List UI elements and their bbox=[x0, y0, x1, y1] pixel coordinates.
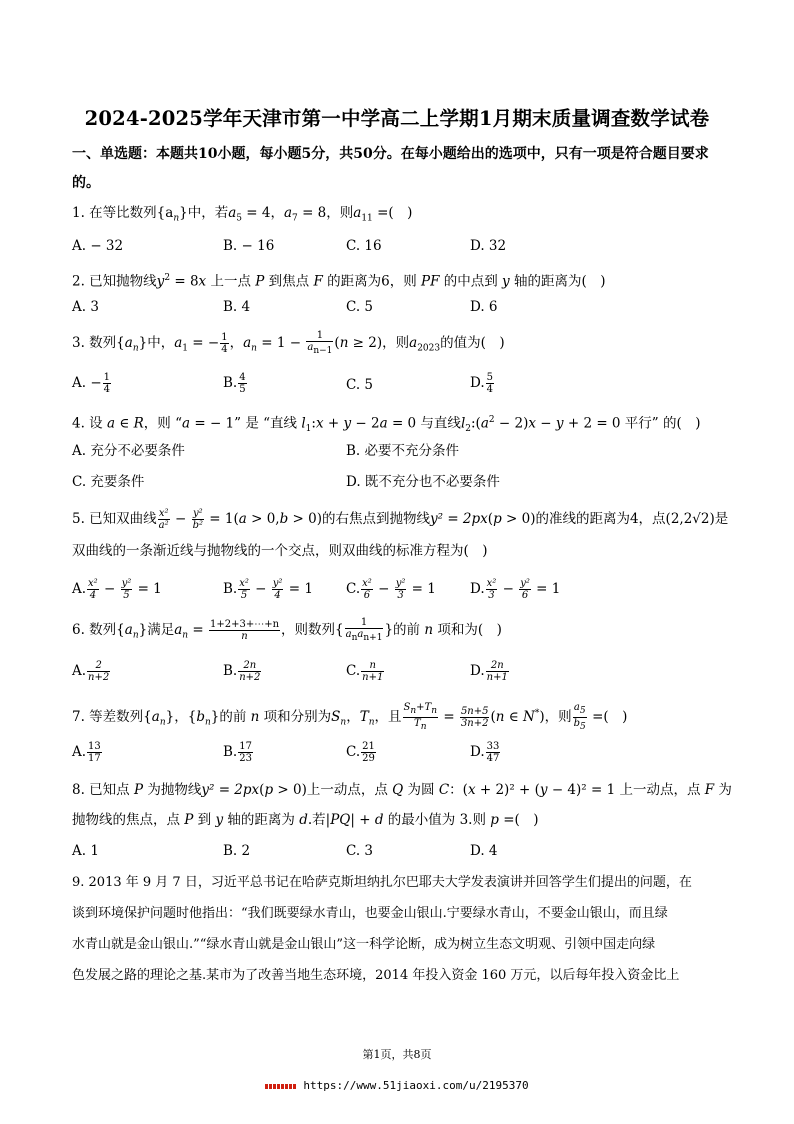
section-heading: 一、单选题：本题共10小题，每小题5分，共50分。在每小题给出的选项中，只有一项是符合题目要求的。 bbox=[72, 146, 709, 191]
page-footer: 第1页，共8页 bbox=[362, 1048, 432, 1061]
question-7: 7. 等差数列$\{a_n\}$，$\{b_n\}$的前 n 项和分别为$S_n$，$T_n$，且 $\frac{S_n+T_n}{T_n}$ = $\frac{5n+5}{3n+2}$ (n ∈ N*)，则 $\frac{a_5}{b_5}$ =( ) bbox=[72, 702, 628, 732]
q2-option-a: A. 3 bbox=[72, 299, 99, 315]
q5-option-c: C. $\frac{\text{x²}}{6}$ − $\frac{\text{y²}}{3}$ = 1 bbox=[346, 578, 436, 601]
q3-option-c: C. 5 bbox=[346, 377, 374, 393]
q2-option-b: B. 4 bbox=[223, 299, 251, 315]
q1-option-a: A. − 32 bbox=[72, 238, 124, 254]
q6-option-d: D. $\frac{2n}{n+1}$ bbox=[470, 660, 508, 683]
q1-option-b: B. − 16 bbox=[223, 238, 275, 254]
q4-option-a: A. 充分不必要条件 bbox=[72, 443, 185, 459]
question-9-line-2: 谈到环境保护问题时他指出：“我们既要绿水青山，也要金山银山.宁要绿水青山，不要金山银山，而且绿 bbox=[72, 906, 668, 921]
q3-option-b: B. $\frac{4}{5}$ bbox=[223, 372, 246, 395]
question-8: 8. 已知点 P 为抛物线y² = 2px(p > 0)上一动点，点 Q 为圆 C：(x + 2)² + (y − 4)² = 1 上一动点，点 F 为 bbox=[72, 782, 732, 798]
question-3: 3. 数列$\{a_n\}$中，$a_1$ = − $\frac{1}{4}$ ，$a_n = 1$ − $\frac{1}{a_{n-1}}$ (n ≥ 2)，则$a_{2023}$的值为( ) bbox=[72, 330, 505, 356]
question-2: 2. 已知抛物线$y^2 = 8x$ 上一点 P 到焦点 F 的距离为6，则 PF 的中点到 y 轴的距离为( ) bbox=[72, 273, 606, 290]
q7-option-d: D. $\frac{33}{47}$ bbox=[470, 741, 500, 764]
question-9-line-4: 色发展之路的理论之基.某市为了改善当地生态环境，2014 年投入资金 160 万元，以后每年投入资金比上 bbox=[72, 968, 680, 983]
q1-option-d: D. 32 bbox=[470, 238, 507, 254]
question-8-cont: 抛物线的焦点，点 P 到 y 轴的距离为 d.若|PQ| + d 的最小值为 3.则 p =( ) bbox=[72, 812, 539, 828]
q1-option-c: C. 16 bbox=[346, 238, 382, 254]
question-5-cont: 双曲线的一条渐近线与抛物线的一个交点，则双曲线的标准方程为( ) bbox=[72, 543, 488, 559]
q3-option-d: D. $\frac{5}{4}$ bbox=[470, 372, 494, 395]
q4-option-d: D. 既不充分也不必要条件 bbox=[346, 474, 500, 490]
question-9-line-1: 9. 2013 年 9 月 7 日，习近平总书记在哈萨克斯坦纳扎尔巴耶夫大学发表演讲并回答学生们提出的问题，在 bbox=[72, 875, 692, 890]
q6-option-c: C. $\frac{n}{n+1}$ bbox=[346, 660, 384, 683]
q7-option-c: C. $\frac{21}{29}$ bbox=[346, 741, 375, 764]
watermark-url[interactable]: https://www.51jiaoxi.com/u/2195370 bbox=[303, 1079, 529, 1092]
q5-option-a: A. $\frac{\text{x²}}{4}$ − $\frac{\text{y²}}{5}$ = 1 bbox=[72, 578, 162, 601]
q5-option-b: B. $\frac{\text{x²}}{5}$ − $\frac{\text{y²}}{4}$ = 1 bbox=[223, 578, 313, 601]
q2-option-d: D. 6 bbox=[470, 299, 498, 315]
q7-option-b: B. $\frac{17}{23}$ bbox=[223, 741, 252, 764]
q8-option-c: C. 3 bbox=[346, 843, 374, 859]
q3-option-a: A. − $\frac{1}{4}$ bbox=[72, 372, 111, 395]
page-title: 2024-2025学年天津市第一中学高二上学期1月期末质量调查数学试卷 bbox=[84, 107, 710, 130]
q4-option-c: C. 充要条件 bbox=[72, 474, 145, 490]
question-5: 5. 已知双曲线 $\frac{\text{x²}}{\text{a²}}$ − $\frac{\text{y²}}{\text{b²}}$ = 1(a > 0,b > 0)的右焦点到抛物线y² = 2px(p > 0)的准线的距离为4，点(2,2√2)是 bbox=[72, 508, 729, 531]
q7-option-a: A. $\frac{13}{17}$ bbox=[72, 741, 101, 764]
q6-option-b: B. $\frac{2n}{n+2}$ bbox=[223, 660, 261, 683]
q8-option-a: A. 1 bbox=[72, 843, 99, 859]
q2-option-c: C. 5 bbox=[346, 299, 374, 315]
q4-option-b: B. 必要不充分条件 bbox=[346, 443, 460, 459]
question-1: 1. 在等比数列$\{a_n\}$中，若$a_5 = 4$，$a_7 = 8$，则$a_{11}$ =( ) bbox=[72, 205, 413, 224]
question-9-line-3: 水青山就是金山银山.”“绿水青山就是金山银山”这一科学论断，成为树立生态文明观、引领中国走向绿 bbox=[72, 937, 656, 952]
q8-option-d: D. 4 bbox=[470, 843, 498, 859]
watermark bbox=[0, 1079, 794, 1092]
q6-option-a: A. $\frac{2}{n+2}$ bbox=[72, 660, 110, 683]
q8-option-b: B. 2 bbox=[223, 843, 251, 859]
watermark-logo-icon bbox=[265, 1084, 297, 1089]
q5-option-d: D. $\frac{\text{x²}}{3}$ − $\frac{\text{y²}}{6}$ = 1 bbox=[470, 578, 561, 601]
question-4: 4. 设 a ∈ R，则 “a = − 1” 是 “直线 $l_1:x + y - 2a = 0$ 与直线$l_2:(a^2 - 2)x - y + 2 = 0$ 平行” 的( ) bbox=[72, 415, 701, 435]
question-6: 6. 数列$\{a_n\}$满足$a_n$ = $\frac{1+2+3+\cdots+n}{n}$ ，则数列{ $\frac{1}{a_na_{n+1}}$ }的前 n 项和为( ) bbox=[72, 617, 502, 643]
